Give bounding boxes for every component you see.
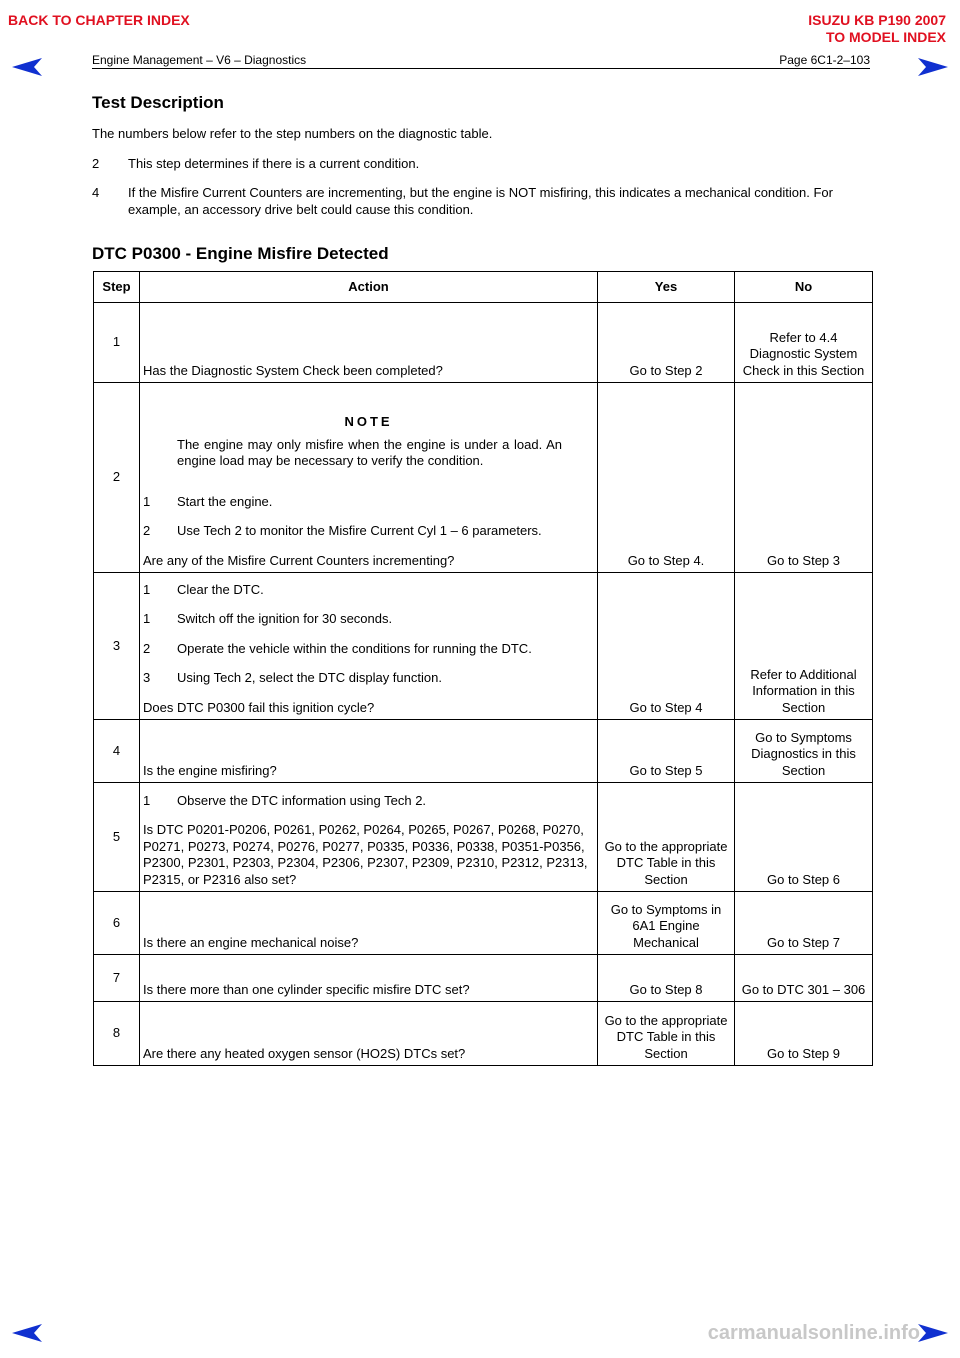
test-item-number: 2: [92, 156, 100, 171]
yes-result: Go to Step 4.: [598, 383, 735, 573]
action-step-text: Start the engine.: [177, 493, 273, 509]
test-item-number: 4: [92, 185, 100, 200]
action-step-number: 2: [143, 523, 151, 538]
table-row: [94, 720, 873, 783]
step-number: 6: [94, 892, 140, 955]
yes-result: Go to Symptoms in 6A1 Engine Mechanical: [598, 892, 735, 955]
yes-result: Go to Step 2: [598, 303, 735, 383]
step-number: 4: [94, 720, 140, 783]
column-header-yes: Yes: [598, 272, 735, 303]
action-step-text: Clear the DTC.: [177, 581, 264, 597]
action-step-number: 1: [143, 493, 151, 509]
column-header-action: Action: [140, 272, 598, 303]
watermark: carmanualsonline.info: [707, 1322, 920, 1344]
no-result: Go to DTC 301 – 306: [735, 955, 873, 1002]
table-row: [94, 783, 873, 892]
action-step: [143, 494, 594, 511]
action-step: [143, 793, 594, 810]
action-step-text: Switch off the ignition for 30 seconds.: [177, 611, 393, 626]
table-row: [94, 955, 873, 1002]
action-step: [143, 670, 594, 687]
action-question: Is there an engine mechanical noise?: [140, 892, 598, 955]
test-item-text: This step determines if there is a current condition.: [128, 156, 420, 171]
note-title: NOTE: [344, 414, 393, 429]
action-step-text: Observe the DTC information using Tech 2.: [177, 792, 427, 808]
action-step-text: Operate the vehicle within the conditions for running the DTC.: [177, 640, 532, 656]
table-row: [94, 303, 873, 383]
to-model-index-label[interactable]: TO MODEL INDEX: [825, 29, 946, 45]
page-number: Page 6C1-2–103: [779, 53, 870, 67]
header-divider: [92, 68, 870, 69]
action-question: Is there more than one cylinder specific misfire DTC set?: [140, 955, 598, 1002]
diagnostic-table: [93, 271, 873, 1066]
action-step-number: 2: [143, 640, 151, 656]
next-page-arrow-icon[interactable]: [916, 56, 950, 78]
note-text: The engine may only misfire when the engine is under a load. An engine load may be necessary to verify the condition.: [177, 436, 562, 468]
test-item-text: If the Misfire Current Counters are incrementing, but the engine is NOT misfiring, this indicates a mechanical condition. For example, an accessory drive belt could cause this condition.: [128, 185, 833, 217]
yes-result: Go to Step 5: [598, 720, 735, 783]
action-step: [143, 582, 594, 599]
no-result: Refer to 4.4 Diagnostic System Check in this Section: [735, 303, 873, 383]
no-result: Go to Step 9: [735, 1002, 873, 1066]
action-step-number: 3: [143, 670, 151, 685]
action-cell: [140, 573, 598, 720]
action-question: Are there any heated oxygen sensor (HO2S) DTCs set?: [140, 1002, 598, 1066]
action-question: Is the engine misfiring?: [140, 720, 598, 783]
action-step-text: Use Tech 2 to monitor the Misfire Current Cyl 1 – 6 parameters.: [177, 523, 542, 538]
step-number: 8: [94, 1002, 140, 1066]
table-row: [94, 1002, 873, 1066]
column-header-step: Step: [94, 272, 140, 303]
model-index-link[interactable]: [808, 12, 946, 46]
no-result: Go to Step 6: [735, 783, 873, 892]
action-step-number: 1: [143, 581, 151, 597]
model-title-line: ISUZU KB P190 2007: [808, 12, 946, 28]
action-cell: [140, 383, 598, 573]
action-step-number: 1: [143, 611, 151, 626]
running-header-title: Engine Management – V6 – Diagnostics: [92, 53, 307, 67]
yes-result: Go to the appropriate DTC Table in this Section: [598, 783, 735, 892]
no-result: Go to Step 3: [735, 383, 873, 573]
table-row: [94, 573, 873, 720]
next-page-arrow-icon-bottom[interactable]: [916, 1322, 950, 1344]
test-description-heading: Test Description: [92, 93, 224, 112]
table-header-row: [94, 272, 873, 303]
action-step: [143, 523, 594, 540]
step-number: 1: [94, 303, 140, 383]
step-number: 3: [94, 573, 140, 720]
no-result: Go to Step 7: [735, 892, 873, 955]
action-question: Are any of the Misfire Current Counters incrementing?: [143, 552, 455, 568]
step-number: 5: [94, 783, 140, 892]
action-question: Does DTC P0300 fail this ignition cycle?: [143, 699, 375, 715]
back-to-chapter-index-link[interactable]: BACK TO CHAPTER INDEX: [8, 12, 190, 28]
action-cell: [140, 783, 598, 892]
action-step: [143, 641, 594, 658]
no-result: Refer to Additional Information in this Section: [735, 573, 873, 720]
table-row: [94, 892, 873, 955]
dtc-heading: DTC P0300 - Engine Misfire Detected: [92, 244, 389, 263]
previous-page-arrow-icon-bottom[interactable]: [10, 1322, 44, 1344]
no-result: Go to Symptoms Diagnostics in this Section: [735, 720, 873, 783]
yes-result: Go to Step 4: [598, 573, 735, 720]
action-step: [143, 611, 594, 628]
previous-page-arrow-icon[interactable]: [10, 56, 44, 78]
test-description-intro: The numbers below refer to the step numbers on the diagnostic table.: [92, 126, 493, 141]
action-step-number: 1: [143, 792, 151, 808]
action-question: Has the Diagnostic System Check been completed?: [140, 303, 598, 383]
table-row: [94, 383, 873, 573]
action-step-text: Using Tech 2, select the DTC display function.: [177, 670, 442, 685]
yes-result: Go to the appropriate DTC Table in this Section: [598, 1002, 735, 1066]
step-number: 2: [94, 383, 140, 573]
column-header-no: No: [735, 272, 873, 303]
action-question: Is DTC P0201-P0206, P0261, P0262, P0264, P0265, P0267, P0268, P0270, P0271, P0273, P0274, P0276, P0277, P0335, P0336, P0338, P0351-P0356, P2300, P2301, P2303, P2304, P2306, P2307, P2309, P2310, P2312, P2313, P2315, or P2316 also set?: [143, 822, 588, 887]
yes-result: Go to Step 8: [598, 955, 735, 1002]
step-number: 7: [94, 955, 140, 1002]
